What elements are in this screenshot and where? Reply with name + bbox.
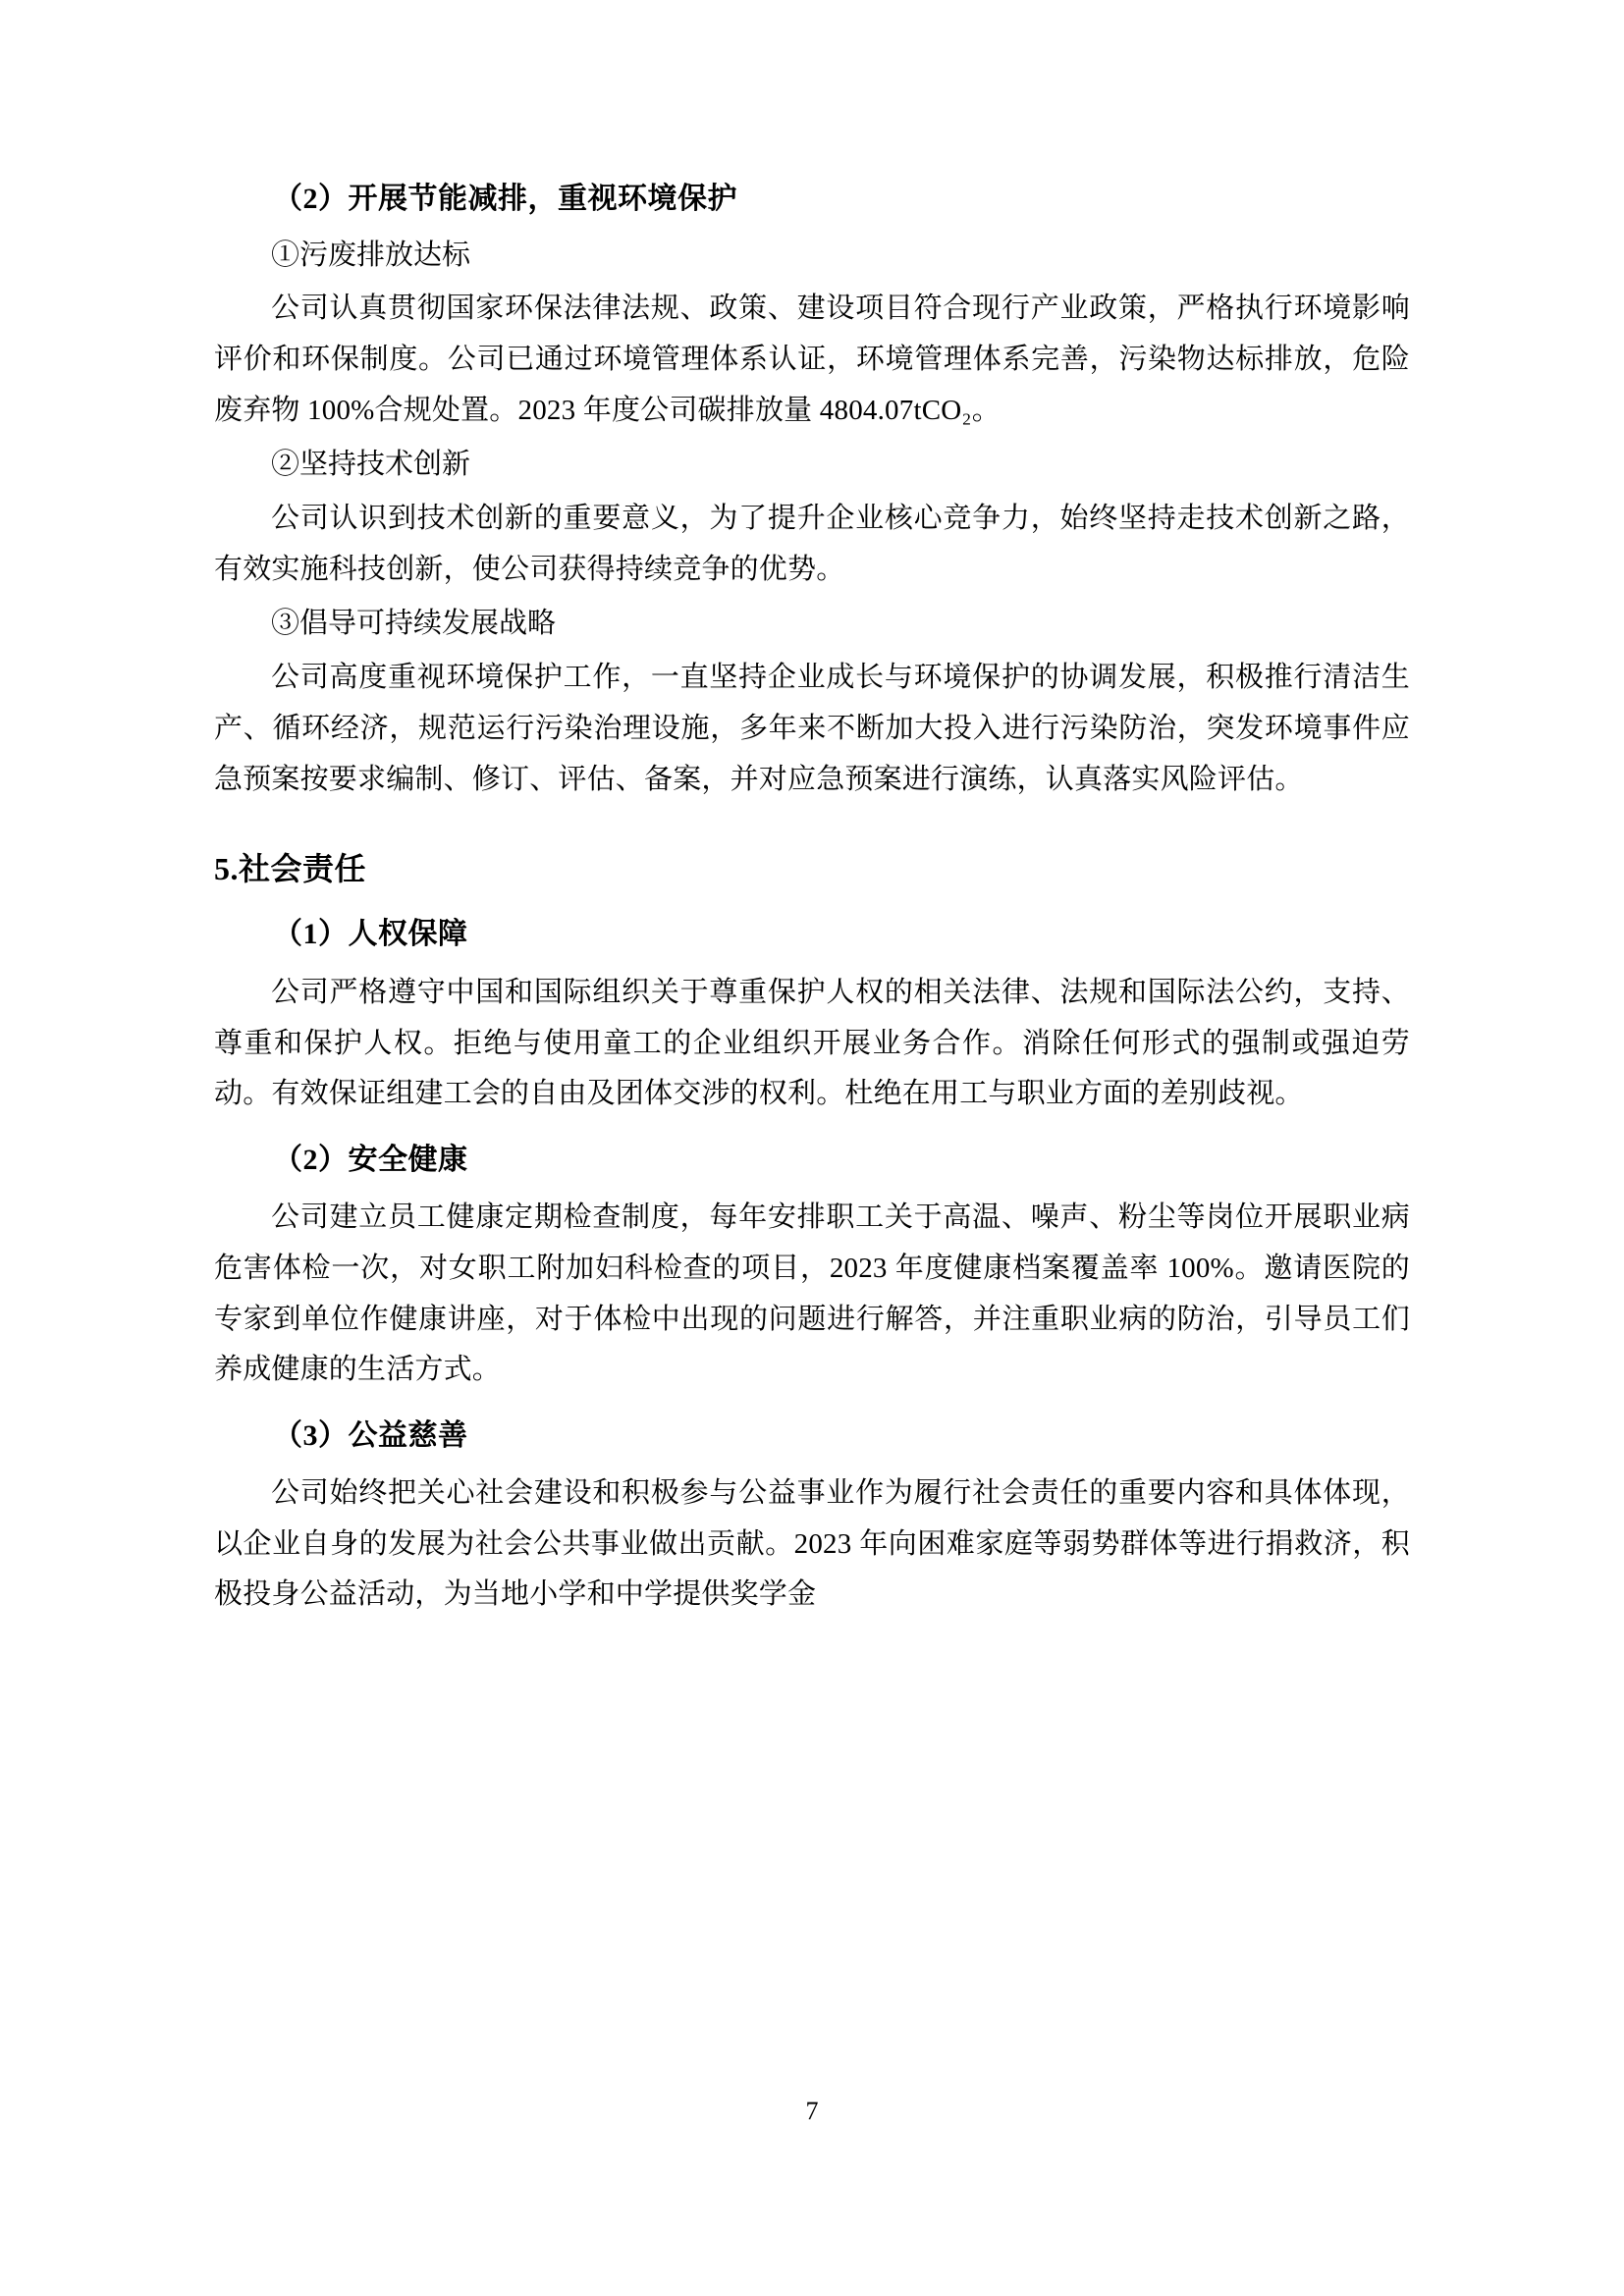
heading-safety-health: （2）安全健康 xyxy=(273,1143,468,1176)
paragraph-tech-innovation: 公司认识到技术创新的重要意义，为了提升企业核心竞争力，始终坚持走技术创新之路，有效实施科技创新，使公司获得持续竞争的优势。 xyxy=(214,503,1410,585)
heading-social-responsibility: 5.社会责任 xyxy=(214,851,367,887)
spacer xyxy=(214,1402,1410,1414)
paragraph-safety-health: 公司建立员工健康定期检查制度，每年安排职工关于高温、噪声、粉尘等岗位开展职业病危害体检一次，对女职工附加妇科检查的项目，2023 年度健康档案覆盖率 100%。邀请医院的专家到单位作健康讲座，对于体检中出现的问题进行解答，并注重职业病的防治，引导员工们养成健康的生活方式。 xyxy=(214,1201,1410,1386)
item-label-tech-innovation: ②坚持技术创新 xyxy=(271,449,471,481)
document-body xyxy=(214,177,1410,1627)
heading-public-welfare: （3）公益慈善 xyxy=(273,1418,468,1452)
spacer xyxy=(214,1126,1410,1138)
heading-human-rights: （1）人权保障 xyxy=(273,918,468,951)
page-number: 7 xyxy=(805,2097,819,2125)
heading-energy-saving: （2）开展节能减排，重视环境保护 xyxy=(273,183,737,215)
paragraph-emission-standard: 公司认真贯彻国家环保法律法规、政策、建设项目符合现行产业政策，严格执行环境影响评价和环保制度。公司已通过环境管理体系认证，环境管理体系完善，污染物达标排放，危险废弃物 100%合规处置。2023 年度公司碳排放量 4804.07tCO₂。 xyxy=(214,293,1410,426)
paragraph-human-rights: 公司严格遵守中国和国际组织关于尊重保护人权的相关法律、法规和国际法公约，支持、尊重和保护人权。拒绝与使用童工的企业组织开展业务合作。消除任何形式的强制或强迫劳动。有效保证组建工会的自由及团体交涉的权利。杜绝在用工与职业方面的差别歧视。 xyxy=(214,976,1410,1110)
item-label-emission-standard: ①污废排放达标 xyxy=(271,239,471,271)
item-label-sustainable-strategy: ③倡导可持续发展战略 xyxy=(271,608,557,640)
paragraph-sustainable-strategy: 公司高度重视环境保护工作，一直坚持企业成长与环境保护的协调发展，积极推行清洁生产、循环经济，规范运行污染治理设施，多年来不断加大投入进行污染防治，突发环境事件应急预案按要求编制、修订、评估、备案，并对应急预案进行演练，认真落实风险评估。 xyxy=(214,662,1410,795)
paragraph-public-welfare: 公司始终把关心社会建设和积极参与公益事业作为履行社会责任的重要内容和具体体现，以企业自身的发展为社会公共事业做出贡献。2023 年向困难家庭等弱势群体等进行捐救济，积极投身公益活动，为当地小学和中学提供奖学金 xyxy=(214,1477,1410,1611)
